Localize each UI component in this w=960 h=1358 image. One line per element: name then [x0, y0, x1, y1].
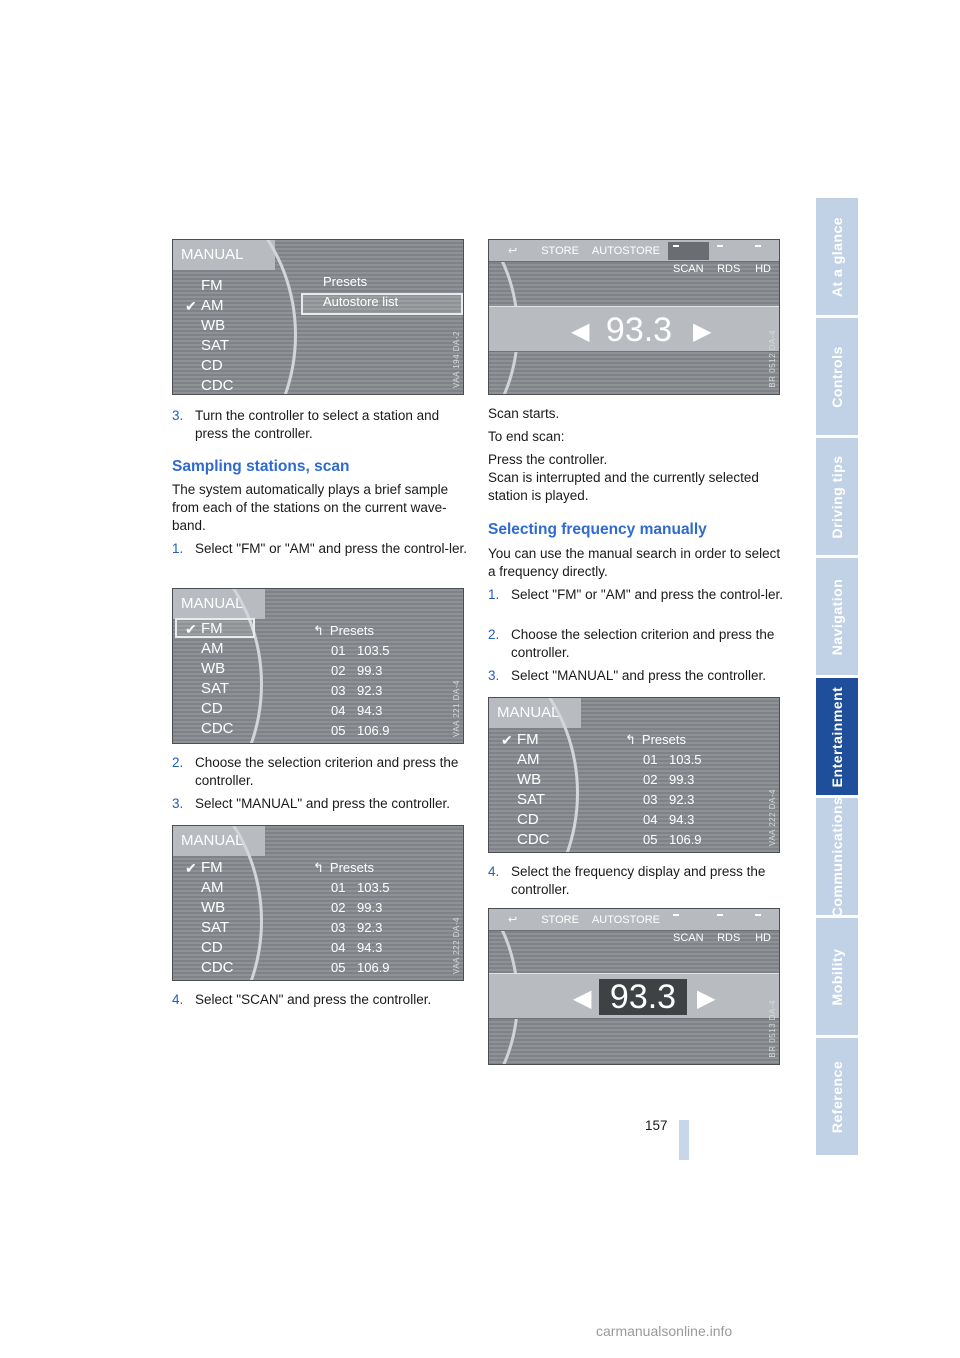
preset-row[interactable]: 04 94.3 [643, 812, 695, 827]
list-item[interactable]: AM [201, 879, 224, 896]
image-code: VAA 221 DA-4 [452, 680, 461, 737]
presets-header[interactable]: ↰ Presets [625, 730, 717, 750]
autostore-button[interactable]: AUTOSTORE [591, 913, 660, 926]
list-item[interactable]: FM [201, 277, 223, 294]
image-code: VAA 222 DA-4 [768, 789, 777, 846]
tab-driving-tips[interactable]: Driving tips [816, 438, 858, 555]
screen-radio-frequency-select [488, 908, 780, 1065]
preset-row[interactable]: 01 103.5 [643, 752, 702, 767]
watermark: carmanualsonline.info [596, 1323, 733, 1339]
scan-button[interactable]: SCAN [668, 911, 709, 929]
arrow-right-icon[interactable]: ▶ [697, 985, 716, 1012]
list-item[interactable]: AM [201, 640, 224, 657]
check-icon: ✔ [185, 298, 197, 314]
indicator-icon [755, 914, 761, 916]
radio-toolbar [489, 240, 779, 275]
store-button[interactable]: STORE [541, 244, 579, 257]
section-heading-manual: Selecting frequency manually [488, 521, 707, 538]
back-button[interactable]: ↩ [508, 913, 518, 926]
preset-row[interactable]: 04 94.3 [331, 940, 383, 955]
list-item[interactable]: CD [201, 939, 223, 956]
list-item[interactable]: CDC [201, 959, 234, 976]
band-list [501, 730, 550, 850]
preset-row[interactable]: 03 92.3 [643, 792, 695, 807]
scan-starts-text: Scan starts. [488, 406, 560, 421]
list-item[interactable]: ✔ AM [185, 297, 224, 314]
preset-row[interactable]: 05 106.9 [331, 960, 390, 975]
preset-row[interactable]: 02 99.3 [331, 900, 383, 915]
indicator-icon [755, 245, 761, 247]
step-2: 2. Choose the selection criterion and press the controller. [488, 627, 775, 660]
tab-communications[interactable]: Communications [816, 798, 858, 915]
back-button[interactable]: ↩ [508, 244, 518, 257]
press-controller-text: Press the controller. [488, 452, 608, 467]
back-arrow-icon: ↰ [313, 860, 324, 875]
presets-option[interactable]: Presets [323, 274, 368, 289]
list-item[interactable]: CDC [517, 831, 550, 848]
check-icon: ✔ [185, 860, 197, 876]
tab-reference[interactable]: Reference [816, 1038, 858, 1155]
step-3: 3. Select "MANUAL" and press the controller. [172, 796, 450, 811]
indicator-icon [673, 914, 679, 916]
rds-button[interactable]: RDS [712, 242, 747, 260]
autostore-list-label: Autostore list [323, 294, 399, 309]
image-code: VAA 194 DA-2 [452, 331, 461, 388]
presets-header[interactable]: ↰ Presets [313, 858, 405, 878]
tab-at-a-glance[interactable]: At a glance [816, 198, 858, 315]
frequency-strip [489, 306, 779, 352]
preset-row[interactable]: 02 99.3 [331, 663, 383, 678]
arrow-left-icon[interactable]: ◀ [571, 318, 590, 345]
band-list [185, 858, 234, 978]
hd-button[interactable]: HD [750, 911, 779, 929]
list-item[interactable]: ✔ FM [185, 620, 223, 637]
hd-button[interactable]: HD [750, 242, 779, 260]
screen-manual-presets-fm-2 [172, 825, 464, 981]
list-item[interactable]: WB [517, 771, 542, 788]
check-icon: ✔ [501, 732, 513, 748]
menu-header: MANUAL [173, 826, 265, 856]
section-intro-manual: You can use the manual search in order to select a frequency directly. [488, 546, 781, 579]
presets-list [313, 858, 405, 978]
to-end-scan-text: To end scan: [488, 429, 565, 444]
list-item[interactable]: SAT [201, 919, 230, 936]
tab-controls[interactable]: Controls [816, 318, 858, 435]
screen-manual-presets-fm-3 [488, 697, 780, 853]
page-number: 157 [645, 1118, 668, 1133]
back-arrow-icon: ↰ [625, 732, 636, 747]
preset-row[interactable]: 05 106.9 [331, 723, 390, 738]
preset-row[interactable]: 03 92.3 [331, 920, 383, 935]
presets-list [313, 621, 405, 741]
step-2: 2. Choose the selection criterion and press the controller. [172, 755, 459, 788]
list-item[interactable]: CDC [201, 720, 234, 737]
preset-row[interactable]: 04 94.3 [331, 703, 383, 718]
step-4: 4. Select "SCAN" and press the controller. [172, 992, 432, 1007]
section-heading-scan: Sampling stations, scan [172, 458, 350, 475]
store-button[interactable]: STORE [541, 913, 579, 926]
frequency-display[interactable]: 93.3 [605, 311, 673, 349]
indicator-icon [673, 245, 679, 247]
preset-row[interactable]: 02 99.3 [643, 772, 695, 787]
list-item[interactable]: ✔ FM [501, 731, 539, 748]
image-code: BR 0513 DA-4 [768, 1000, 777, 1058]
screen-radio-scan [488, 239, 780, 395]
check-icon: ✔ [185, 621, 197, 637]
chapter-tabs [816, 198, 858, 1158]
preset-row[interactable]: 05 106.9 [643, 832, 702, 847]
step-1: 1. Select "FM" or "AM" and press the control-ler. [172, 541, 468, 556]
presets-header[interactable]: ↰ Presets [313, 621, 405, 641]
image-code: VAA 222 DA-4 [452, 917, 461, 974]
preset-row[interactable]: 01 103.5 [331, 643, 390, 658]
step-3: 3. Turn the controller to select a station and press the controller. [172, 408, 440, 441]
radio-toolbar [489, 909, 779, 944]
list-item[interactable]: AM [517, 751, 540, 768]
indicator-icon [717, 245, 723, 247]
menu-arc-divider [172, 239, 297, 395]
section-intro-scan: The system automatically plays a brief sample from each of the stations on the current wave-band. [172, 482, 449, 533]
frequency-display[interactable]: 93.3 [599, 979, 687, 1015]
step-3: 3. Select "MANUAL" and press the controller. [488, 668, 766, 683]
image-code: BR 0512 DA-4 [768, 330, 777, 388]
presets-list [625, 730, 717, 850]
indicator-icon [717, 914, 723, 916]
scan-interrupted-text: Scan is interrupted and the currently selected station is played. [488, 470, 759, 503]
list-item[interactable]: SAT [201, 337, 230, 354]
tab-mobility[interactable]: Mobility [816, 918, 858, 1035]
arrow-left-icon[interactable]: ◀ [573, 985, 592, 1012]
screen-manual-presets-fm [172, 588, 464, 744]
arrow-right-icon[interactable]: ▶ [693, 318, 712, 345]
step-1: 1. Select "FM" or "AM" and press the control-ler. [488, 587, 784, 602]
list-item[interactable]: CD [517, 811, 539, 828]
page-number-bar [679, 1120, 689, 1160]
band-list [185, 276, 234, 395]
list-item[interactable]: WB [201, 660, 226, 677]
back-arrow-icon: ↰ [313, 623, 324, 638]
step-4: 4. Select the frequency display and press the controller. [488, 864, 766, 897]
tab-navigation[interactable]: Navigation [816, 558, 858, 675]
scan-button[interactable]: SCAN [668, 242, 709, 260]
list-item[interactable]: CD [201, 357, 223, 374]
frequency-strip [489, 973, 779, 1019]
list-item[interactable]: CD [201, 700, 223, 717]
list-item[interactable]: WB [201, 317, 226, 334]
preset-row[interactable]: 03 92.3 [331, 683, 383, 698]
list-item[interactable]: WB [201, 899, 226, 916]
autostore-button[interactable]: AUTOSTORE [591, 244, 660, 257]
menu-header: MANUAL [173, 589, 265, 619]
band-list [185, 619, 234, 739]
list-item[interactable]: SAT [201, 680, 230, 697]
list-item[interactable]: ✔ FM [185, 859, 223, 876]
list-item[interactable]: SAT [517, 791, 546, 808]
list-item[interactable]: CDC [201, 377, 234, 394]
tab-entertainment[interactable]: Entertainment [816, 678, 858, 795]
menu-header: MANUAL [173, 240, 275, 270]
screen-manual-autostore [172, 239, 464, 395]
preset-row[interactable]: 01 103.5 [331, 880, 390, 895]
rds-button[interactable]: RDS [712, 911, 747, 929]
menu-header: MANUAL [489, 698, 581, 728]
